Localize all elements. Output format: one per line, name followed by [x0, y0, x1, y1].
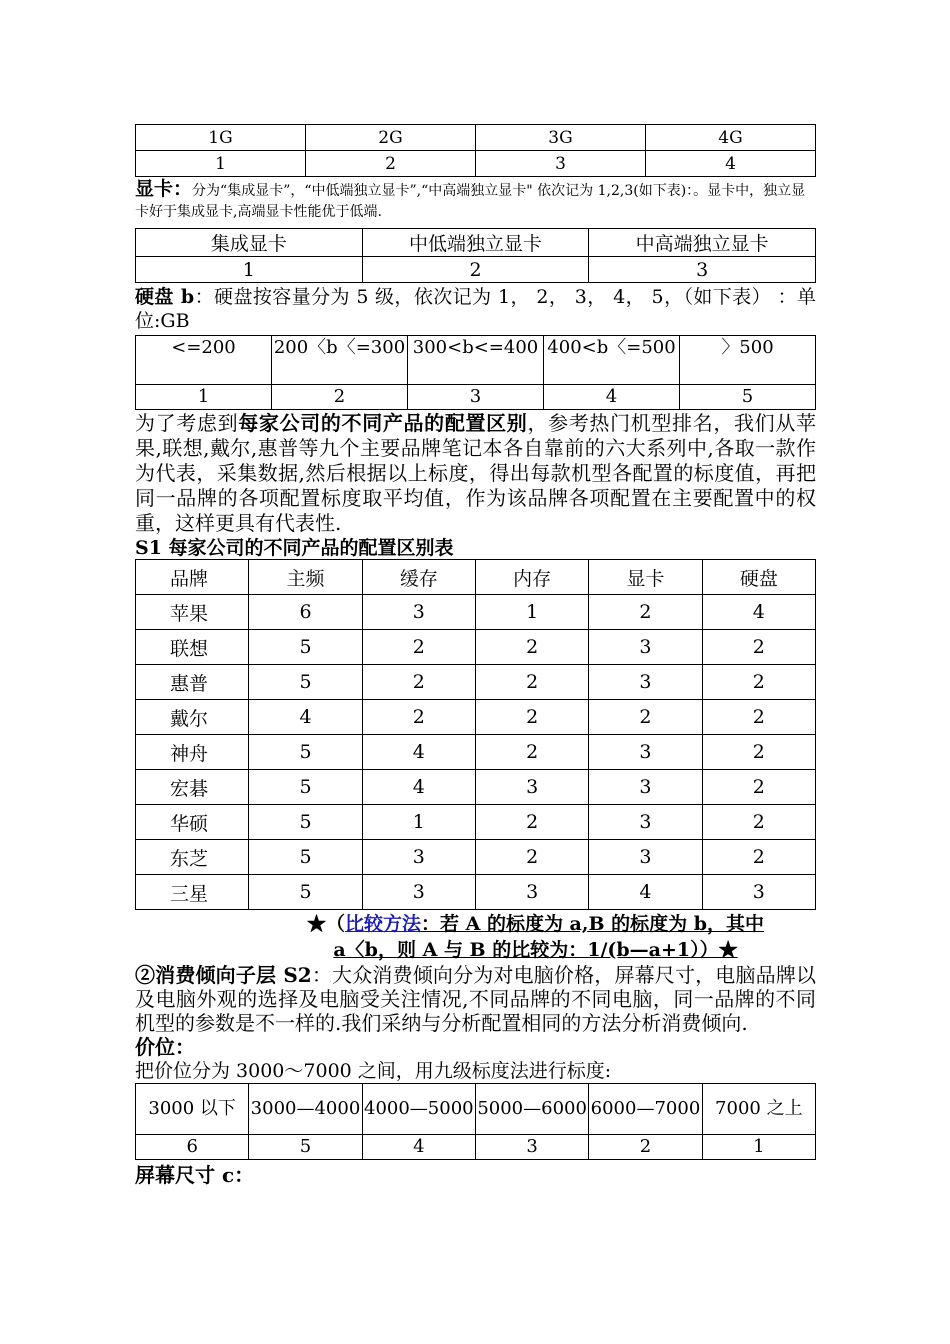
- table-cell: 7000 之上: [702, 1084, 815, 1135]
- disk-paragraph: [135, 285, 816, 333]
- table-cell: 戴尔: [136, 700, 249, 735]
- table-cell: 2G: [306, 125, 476, 151]
- table-row: [136, 700, 816, 735]
- table-row: [136, 840, 816, 875]
- table-cell: 5: [249, 630, 362, 665]
- table-header-cell: 显卡: [589, 560, 702, 595]
- price-text: 把价位分为 3000～7000 之间，用九级标度法进行标度:: [135, 1060, 612, 1082]
- table-cell: 2: [362, 665, 475, 700]
- table-cell: 3: [475, 770, 588, 805]
- table-cell: 2: [702, 840, 815, 875]
- table-cell: 2: [272, 385, 408, 410]
- comparison-note: [135, 911, 816, 963]
- price-heading: 价位：: [135, 1035, 195, 1059]
- consumer-heading: ②消费倾向子层 S2: [135, 963, 312, 987]
- document-page: [135, 124, 816, 1188]
- table-cell: 2: [475, 665, 588, 700]
- table-cell: 2: [362, 257, 589, 283]
- table-header-row: [136, 125, 816, 151]
- table-cell: 3: [475, 875, 588, 910]
- comparison-note-line1-rest: ：若 A 的标度为 a,B 的标度为 b，其中: [420, 913, 765, 935]
- table-cell: 5: [249, 665, 362, 700]
- memory-table: [135, 124, 816, 177]
- comparison-note-line2: a〈b，则 A 与 B 的比较为：1/(b—a+1））★: [333, 939, 738, 961]
- table-cell: 3: [589, 257, 816, 283]
- table-cell: 3: [589, 630, 702, 665]
- table-cell: 苹果: [136, 595, 249, 630]
- intro-paragraph: [135, 411, 816, 536]
- table-cell: 4: [362, 1135, 475, 1160]
- comparison-note-line1: [255, 911, 816, 937]
- table-row: [136, 385, 816, 410]
- table-cell: 6: [249, 595, 362, 630]
- table-cell: 东芝: [136, 840, 249, 875]
- table-cell: 4: [702, 595, 815, 630]
- table-cell: 3: [476, 151, 646, 177]
- table-cell: 5: [249, 770, 362, 805]
- table-cell: 〉500: [680, 336, 816, 385]
- table-cell: 3: [408, 385, 544, 410]
- table-cell: 6: [136, 1135, 249, 1160]
- table-cell: 3000 以下: [136, 1084, 249, 1135]
- table-cell: 4: [249, 700, 362, 735]
- table-cell: 4G: [646, 125, 816, 151]
- consumer-paragraph: [135, 963, 816, 1035]
- table-cell: 3000—4000: [249, 1084, 362, 1135]
- table-cell: 5: [249, 805, 362, 840]
- table-cell: 2: [475, 735, 588, 770]
- table-cell: 2: [589, 1135, 702, 1160]
- table-cell: 2: [475, 700, 588, 735]
- table-cell: 4: [589, 875, 702, 910]
- table-header-cell: 硬盘: [702, 560, 815, 595]
- table-cell: 400<b〈=500: [544, 336, 680, 385]
- gpu-paragraph: [135, 179, 816, 223]
- table-cell: 2: [475, 840, 588, 875]
- table-cell: 联想: [136, 630, 249, 665]
- disk-table: [135, 335, 816, 410]
- table-cell: 2: [306, 151, 476, 177]
- table-cell: 200〈b〈=300: [272, 336, 408, 385]
- disk-label: 硬盘 b: [135, 286, 195, 308]
- table-header-row: [136, 1084, 816, 1135]
- comparison-method-link[interactable]: 比较方法: [344, 913, 421, 935]
- table-header-cell: 缓存: [362, 560, 475, 595]
- table-cell: 5: [249, 840, 362, 875]
- table-cell: 2: [702, 630, 815, 665]
- table-cell: 3: [702, 875, 815, 910]
- table-cell: 2: [589, 595, 702, 630]
- table-header-row: [136, 229, 816, 257]
- table-cell: 惠普: [136, 665, 249, 700]
- intro-text-pre: 为了考虑到: [135, 411, 239, 435]
- table-cell: 3: [362, 875, 475, 910]
- table-row: [136, 257, 816, 283]
- table-row: [136, 151, 816, 177]
- table-cell: 4: [544, 385, 680, 410]
- table-header-row: [136, 336, 816, 385]
- table-row: [136, 805, 816, 840]
- table-header-row: [136, 560, 816, 595]
- screen-size-heading: 屏幕尺寸 c：: [135, 1163, 255, 1187]
- table-cell: 三星: [136, 875, 249, 910]
- table-cell: 4000—5000: [362, 1084, 475, 1135]
- table-cell: 3: [362, 595, 475, 630]
- table-cell: 5: [249, 875, 362, 910]
- star-open: ★（: [306, 913, 345, 935]
- table-cell: <=200: [136, 336, 272, 385]
- table-cell: 2: [475, 805, 588, 840]
- gpu-table: [135, 228, 816, 283]
- table-header-cell: 品牌: [136, 560, 249, 595]
- gpu-colon: ：: [173, 178, 193, 200]
- gpu-label: 显卡: [135, 178, 174, 200]
- table-cell: 5: [249, 1135, 362, 1160]
- table-cell: 2: [362, 700, 475, 735]
- table-cell: 华硕: [136, 805, 249, 840]
- table-cell: 3: [589, 840, 702, 875]
- table-cell: 3: [475, 1135, 588, 1160]
- table-cell: 2: [702, 770, 815, 805]
- price-table: [135, 1083, 816, 1160]
- table-cell: 1: [362, 805, 475, 840]
- table-row: [136, 875, 816, 910]
- disk-text: ：硬盘按容量分为 5 级，依次记为 1， 2， 3， 4， 5，（如下表） ：单位:GB: [135, 286, 816, 332]
- table-cell: 6000—7000: [589, 1084, 702, 1135]
- table-cell: 2: [475, 630, 588, 665]
- table-row: [136, 665, 816, 700]
- table-cell: 5: [680, 385, 816, 410]
- table-cell: 1G: [136, 125, 306, 151]
- table-cell: 3: [589, 665, 702, 700]
- brand-config-table: [135, 559, 816, 910]
- table-cell: 3: [589, 735, 702, 770]
- table-row: [136, 630, 816, 665]
- table-cell: 2: [362, 630, 475, 665]
- table-cell: 宏碁: [136, 770, 249, 805]
- table-row: [136, 595, 816, 630]
- brand-table-caption: S1 每家公司的不同产品的配置区别表: [135, 537, 454, 559]
- table-cell: 3G: [476, 125, 646, 151]
- table-cell: 1: [475, 595, 588, 630]
- table-cell: 中低端独立显卡: [362, 229, 589, 257]
- table-header-cell: 内存: [475, 560, 588, 595]
- table-cell: 3: [362, 840, 475, 875]
- table-cell: 2: [589, 700, 702, 735]
- table-cell: 5000—6000: [475, 1084, 588, 1135]
- table-cell: 2: [702, 700, 815, 735]
- table-cell: 1: [136, 151, 306, 177]
- table-cell: 1: [136, 385, 272, 410]
- table-cell: 4: [646, 151, 816, 177]
- table-cell: 2: [702, 665, 815, 700]
- table-cell: 集成显卡: [136, 229, 363, 257]
- intro-text-post: ，参考热门机型排名，我们从苹果,联想,戴尔,惠普等九个主要品牌笔记本各自靠前的六大系列中,各取一款作为代表，采集数据,然后根据以上标度，得出每款机型各配置的标度值，再把同一品牌的各项配置标度取平均值，作为该品牌各项配置在主要配置中的权重，这样更具有代表性.: [135, 411, 816, 535]
- table-row: [136, 735, 816, 770]
- table-header-cell: 主频: [249, 560, 362, 595]
- table-row: [136, 770, 816, 805]
- table-cell: 中高端独立显卡: [589, 229, 816, 257]
- table-cell: 1: [702, 1135, 815, 1160]
- table-cell: 300<b<=400: [408, 336, 544, 385]
- table-cell: 1: [136, 257, 363, 283]
- table-cell: 2: [702, 805, 815, 840]
- table-cell: 3: [589, 770, 702, 805]
- table-cell: 神舟: [136, 735, 249, 770]
- table-cell: 4: [362, 735, 475, 770]
- table-cell: 3: [589, 805, 702, 840]
- table-cell: 2: [702, 735, 815, 770]
- intro-text-bold: 每家公司的不同产品的配置区别: [238, 411, 528, 435]
- gpu-text: 分为“集成显卡”，“中低端独立显卡”,“中高端独立显卡" 依次记为 1,2,3(如下表)：。显卡中，独立显卡好于集成显卡,高端显卡性能优于低端.: [135, 183, 806, 220]
- consumer-text: ：大众消费倾向分为对电脑价格，屏幕尺寸，电脑品牌以及电脑外观的选择及电脑受关注情况,不同品牌的不同电脑，同一品牌的不同机型的参数是不一样的.我们采纳与分析配置相同的方法分析消费倾向.: [135, 963, 816, 1035]
- table-cell: 5: [249, 735, 362, 770]
- table-row: [136, 1135, 816, 1160]
- table-cell: 4: [362, 770, 475, 805]
